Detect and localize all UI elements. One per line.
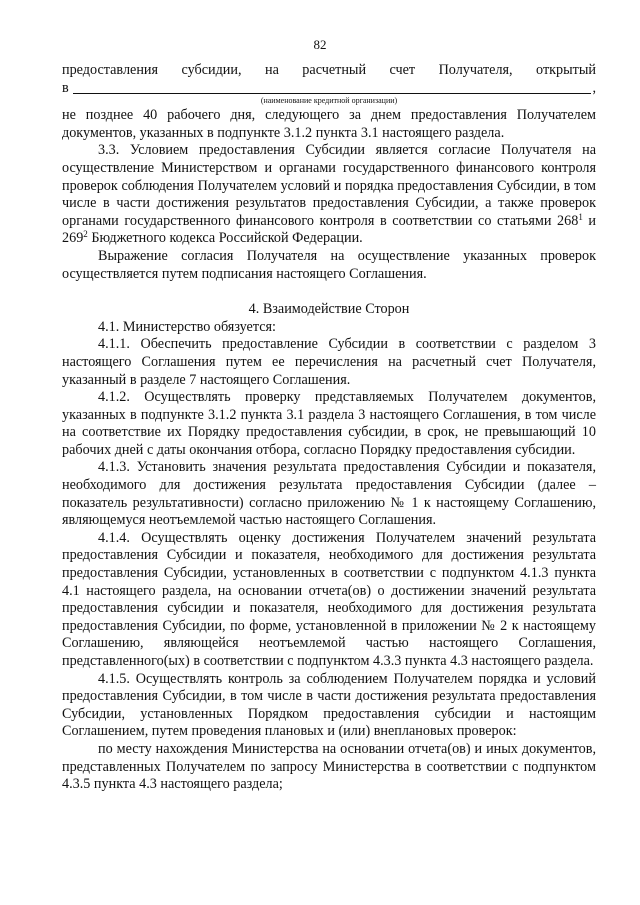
document-body	[62, 62, 596, 794]
paragraph-3-3	[62, 142, 596, 248]
bank-name-blank-line	[73, 80, 592, 94]
paragraph-intro-line1: предоставления субсидии, на расчетный счет Получателя, открытый	[62, 62, 596, 78]
paragraph-4-1-3: 4.1.3. Установить значения результата предоставления Субсидии и показателя, необходимого для достижения результата предоставления Субсидии (далее – показатель результативности) согласно приложению № 1 к настоящему Соглашению, являющемуся неотъемлемой частью настоящего Соглашения.	[62, 459, 596, 529]
paragraph-3-3-sup-1: 1	[578, 211, 583, 222]
paragraph-3-3-text-a: 3.3. Условием предоставления Субсидии является согласие Получателя на осуществление Министерством и органами государственного финансового контроля проверок соблюдения Получателем условий и порядка предоставления Субсидии, в том числе в части достижения результатов предоставления Субсидии, а также проверок органами государственного финансового контроля в соответствии со статьями 268	[62, 142, 596, 229]
bank-name-suffix: ,	[592, 79, 596, 96]
bank-name-fill-row	[62, 80, 596, 98]
page-number: 82	[313, 37, 327, 52]
paragraph-4-1-2: 4.1.2. Осуществлять проверку представляемых Получателем документов, указанных в подпункте 3.1.2 пункта 3.1 раздела 3 настоящего Соглашения, в том числе на соответствие их Порядку предоставления субсидии, в срок, не превышающий 10 рабочих дней с даты окончания отбора, согласно Порядку предоставления субсидии.	[62, 389, 596, 458]
paragraph-4-1-5: 4.1.5. Осуществлять контроль за соблюдением Получателем порядка и условий предоставления Субсидии, в том числе в части достижения результата предоставления Субсидии, установленных Порядком предоставления субсидии и настоящим Соглашением, путем проведения плановых и (или) внеплановых проверок:	[62, 670, 596, 740]
paragraph-3-3-sup-2: 2	[83, 229, 88, 240]
paragraph-agreement-consent: Выражение согласия Получателя на осуществление указанных проверок осуществляется путем подписания настоящего Соглашения.	[62, 247, 596, 282]
bank-name-caption: (наименование кредитной организации)	[260, 96, 398, 106]
section-heading-4: 4. Взаимодействие Сторон	[248, 301, 410, 318]
bank-name-prefix: в	[62, 79, 69, 96]
paragraph-4-1-4: 4.1.4. Осуществлять оценку достижения Получателем значений результата предоставления Субсидии и показателя, необходимого для достижения результата предоставления Субсидии, установленных в соответствии с подпунктом 4.1.3 пункта 4.1 настоящего раздела, на основании отчета(ов) о достижении значений результата предоставления субсидии и показателя, необходимого для достижения результата предоставления Субсидии, по форме, установленной в приложении № 2 к настоящему Соглашению, являющейся неотъемлемой частью настоящего Соглашения, представленного(ых) в соответствии с подпунктом 4.3.3 пункта 4.3 настоящего раздела.	[62, 529, 596, 669]
paragraph-3-3-text-b: и 269	[62, 212, 597, 247]
paragraph-4-1: 4.1. Министерство обязуется:	[98, 318, 276, 335]
paragraph-inspection-place: по месту нахождения Министерства на основании отчета(ов) и иных документов, представленных Получателем по запросу Министерства в соответствии с подпунктом 4.3.5 пункта 4.3 настоящего раздела;	[62, 740, 596, 793]
paragraph-3-3-text-c: Бюджетного кодекса Российской Федерации.	[87, 230, 363, 247]
paragraph-4-1-1: 4.1.1. Обеспечить предоставление Субсидии в соответствии с разделом 3 настоящего Соглашения путем ее перечисления на расчетный счет Получателя, указанный в разделе 7 настоящего Соглашения.	[62, 336, 596, 388]
paragraph-intro-continuation: не позднее 40 рабочего дня, следующего за днем предоставления Получателем документов, указанных в подпункте 3.1.2 пункта 3.1 настоящего раздела.	[62, 107, 596, 141]
